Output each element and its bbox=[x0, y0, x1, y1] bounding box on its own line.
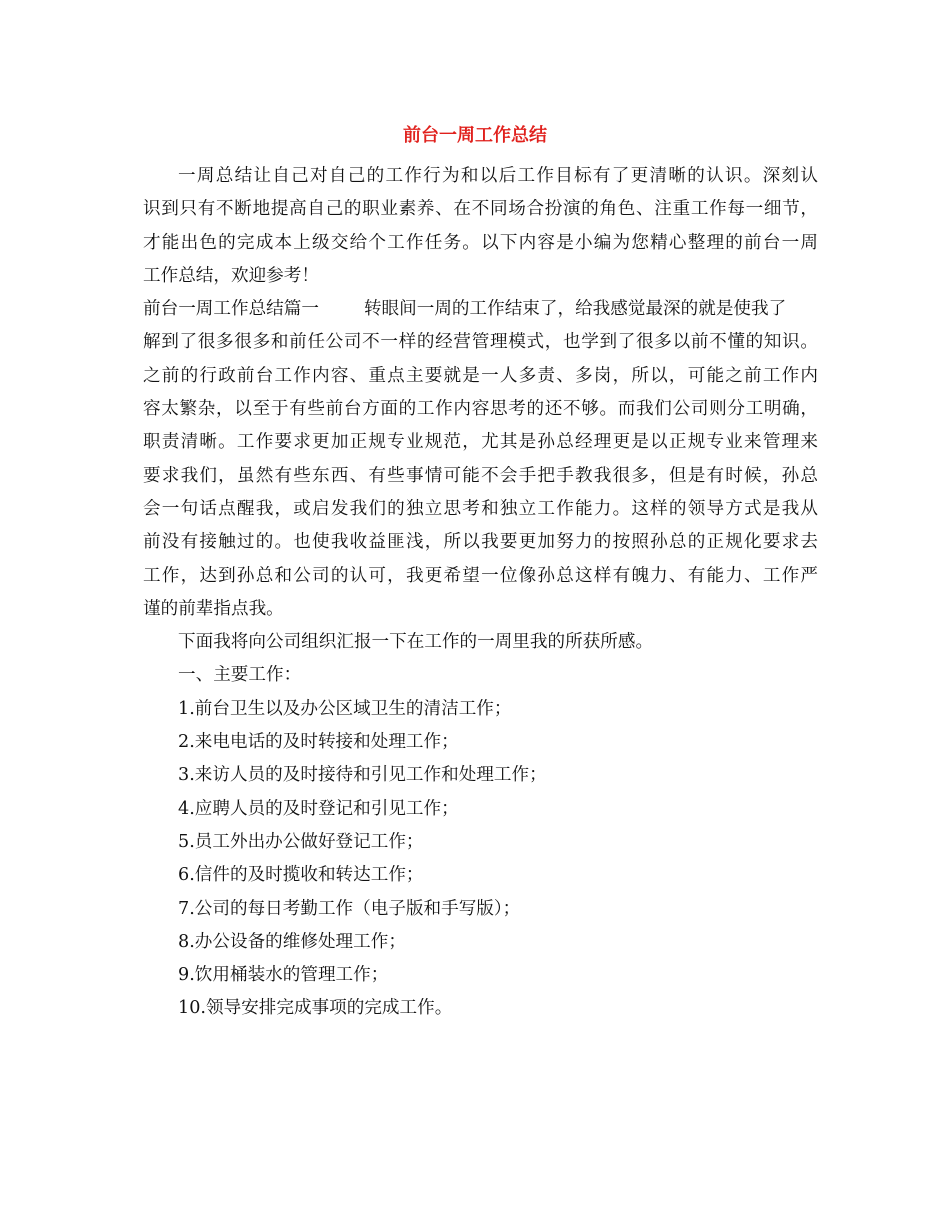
section-line: 前没有接触过的。也使我收益匪浅，所以我要更加努力的按照孙总的正规化要求去 bbox=[143, 532, 818, 553]
section-line: 之前的行政前台工作内容、重点主要就是一人多责、多岗，所以，可能之前工作内 bbox=[143, 365, 818, 386]
section-line: 会一句话点醒我，或启发我们的独立思考和独立工作能力。这样的领导方式是我从 bbox=[143, 498, 818, 519]
list-item: 4.应聘人员的及时登记和引见工作； bbox=[178, 798, 459, 819]
section-first-text: 转眼间一周的工作结束了，给我感觉最深的就是使我了 bbox=[363, 299, 787, 320]
intro-line: 才能出色的完成本上级交给个工作任务。以下内容是小编为您精心整理的前台一周 bbox=[143, 232, 818, 253]
list-item: 5.员工外出办公做好登记工作； bbox=[178, 831, 424, 852]
document-title: 前台一周工作总结 bbox=[403, 125, 547, 146]
section-line: 职责清晰。工作要求更加正规专业规范，尤其是孙总经理更是以正规专业来管理来 bbox=[143, 432, 818, 453]
intro-line: 工作总结，欢迎参考！ bbox=[143, 265, 319, 286]
list-item: 6.信件的及时揽收和转达工作； bbox=[178, 865, 424, 886]
list-item: 9.饮用桶装水的管理工作； bbox=[178, 965, 389, 986]
section-line: 工作，达到孙总和公司的认可，我更希望一位像孙总这样有魄力、有能力、工作严 bbox=[143, 565, 818, 586]
section-heading: 前台一周工作总结篇一 bbox=[143, 299, 319, 320]
intro-line: 一周总结让自己对自己的工作行为和以后工作目标有了更清晰的认识。深刻认 bbox=[178, 166, 818, 186]
section-line: 容太繁杂，以至于有些前台方面的工作内容思考的还不够。而我们公司则分工明确， bbox=[143, 399, 818, 420]
section-first-line bbox=[143, 293, 818, 326]
document-body bbox=[143, 160, 818, 1026]
list-item: 3.来访人员的及时接待和引见工作和处理工作； bbox=[178, 765, 547, 786]
list-item: 8.办公设备的维修处理工作； bbox=[178, 931, 406, 952]
list-item: 2.来电电话的及时转接和处理工作； bbox=[178, 732, 459, 753]
list-heading: 一、主要工作： bbox=[178, 665, 302, 686]
report-intro: 下面我将向公司组织汇报一下在工作的一周里我的所获所感。 bbox=[178, 632, 654, 653]
section-line: 解到了很多很多和前任公司不一样的经营管理模式，也学到了很多以前不懂的知识。 bbox=[143, 332, 818, 353]
intro-line: 识到只有不断地提高自己的职业素养、在不同场合扮演的角色、注重工作每一细节， bbox=[143, 199, 818, 220]
list-item: 7.公司的每日考勤工作（电子版和手写版）； bbox=[178, 898, 521, 919]
section-line: 要求我们，虽然有些东西、有些事情可能不会手把手教我很多，但是有时候，孙总 bbox=[143, 465, 818, 486]
list-item: 10.领导安排完成事项的完成工作。 bbox=[178, 998, 453, 1019]
list-item: 1.前台卫生以及办公区域卫生的清洁工作； bbox=[178, 698, 512, 719]
section-line: 谨的前辈指点我。 bbox=[143, 598, 284, 619]
